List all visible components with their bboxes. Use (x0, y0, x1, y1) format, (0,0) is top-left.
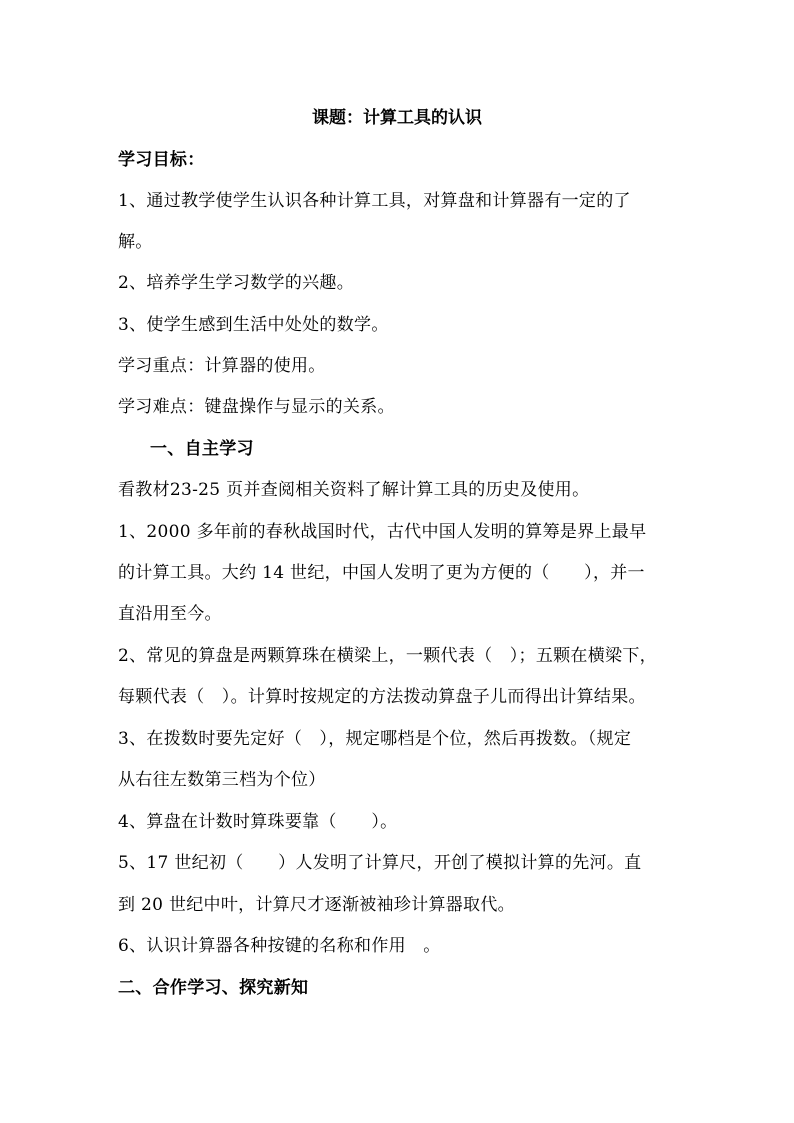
question-1-line-3: 直沿用至今。 (118, 604, 222, 624)
section-1-heading: 一、自主学习 (150, 439, 254, 459)
question-3-line-1: 3、在拨数时要先定好（ ），规定哪档是个位，然后再拨数。（规定 (118, 729, 632, 749)
question-4: 4、算盘在计数时算珠要靠（ ）。 (118, 812, 398, 832)
question-2-line-1: 2、常见的算盘是两颗算珠在横梁上，一颗代表（ ）；五颗在横梁下， (118, 646, 657, 666)
question-3-line-2: 从右往左数第三档为个位） (118, 770, 326, 790)
key-point: 学习重点：计算器的使用。 (118, 356, 326, 376)
section-1-intro: 看教材23-25 页并查阅相关资料了解计算工具的历史及使用。 (118, 480, 590, 500)
question-5-line-2: 到 20 世纪中叶，计算尺才逐渐被袖珍计算器取代。 (118, 895, 515, 915)
objective-1-line-1: 1、通过教学使学生认识各种计算工具，对算盘和计算器有一定的了 (118, 191, 631, 211)
section-2-heading: 二、合作学习、探究新知 (118, 978, 309, 998)
question-1-line-1: 1、2000 多年前的春秋战国时代，古代中国人发明的算筹是界上最早 (118, 522, 647, 542)
question-6: 6、认识计算器各种按键的名称和作用 。 (118, 936, 441, 956)
difficult-point: 学习难点：键盘操作与显示的关系。 (118, 397, 395, 417)
objective-3: 3、使学生感到生活中处处的数学。 (118, 315, 389, 335)
page-title: 课题：计算工具的认识 (312, 108, 482, 128)
objective-2: 2、培养学生学习数学的兴趣。 (118, 273, 355, 293)
objective-1-line-2: 解。 (118, 232, 153, 252)
question-2-line-2: 每颗代表（ ）。计算时按规定的方法拨动算盘子儿而得出计算结果。 (118, 687, 646, 707)
objectives-heading: 学习目标： (118, 150, 205, 170)
question-5-line-1: 5、17 世纪初（ ）人发明了计算尺，开创了模拟计算的先河。直 (118, 853, 642, 873)
question-1-line-2: 的计算工具。大约 14 世纪，中国人发明了更为方便的（ ），并一 (118, 563, 645, 583)
